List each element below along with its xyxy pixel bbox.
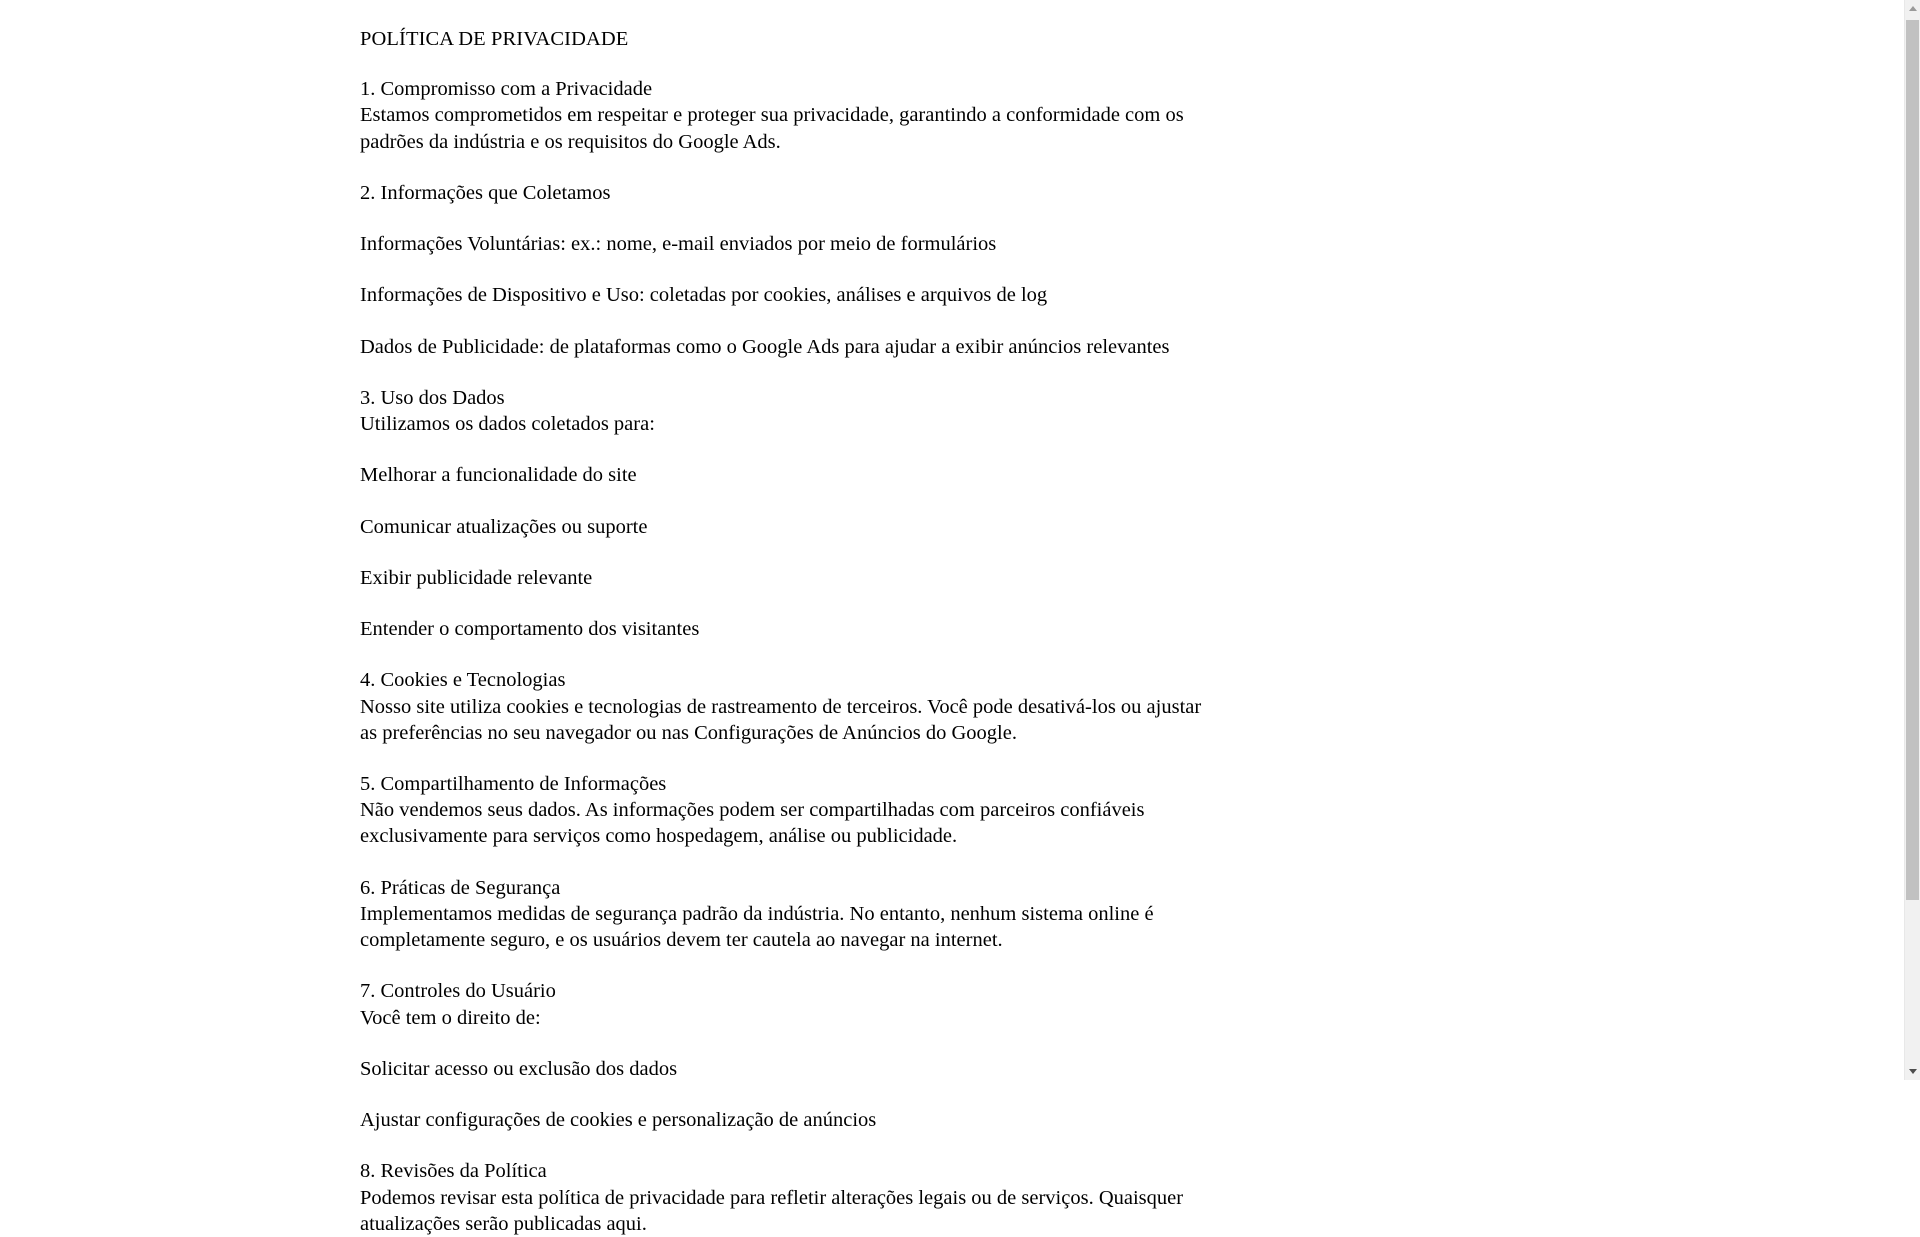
policy-section [360,978,1205,1030]
scrollbar-thumb[interactable] [1906,20,1919,900]
section-body: Solicitar acesso ou exclusão dos dados [360,1057,678,1080]
policy-section [360,616,1205,642]
section-body: Melhorar a funcionalidade do site [360,464,637,487]
policy-section [360,231,1205,257]
section-body: Informações Voluntárias: ex.: nome, e-mail enviados por meio de formulários [360,233,997,256]
section-heading: 2. Informações que Coletamos [360,181,611,204]
policy-section [360,1056,1205,1082]
policy-section [360,462,1205,488]
section-body: Podemos revisar esta política de privacidade para refletir alterações legais ou de serviços. Quaisquer atualizações serão publicadas aqui. [360,1186,1184,1235]
policy-section [360,385,1205,437]
section-body: Ajustar configurações de cookies e personalização de anúncios [360,1109,877,1132]
section-body: Não vendemos seus dados. As informações podem ser compartilhadas com parceiros confiáveis exclusivamente para serviços como hospedagem, análise ou publicidade. [360,799,1145,848]
section-body: Entender o comportamento dos visitantes [360,618,700,641]
policy-section [360,334,1205,360]
policy-section [360,180,1205,206]
section-heading: 6. Práticas de Segurança [360,876,561,899]
section-body: Estamos comprometidos em respeitar e proteger sua privacidade, garantindo a conformidade com os padrões da indústria e os requisitos do Google Ads. [360,104,1184,153]
policy-section [360,771,1205,850]
page-title: POLÍTICA DE PRIVACIDADE [360,28,629,50]
policy-section [360,875,1205,954]
section-body: Dados de Publicidade: de plataformas como o Google Ads para ajudar a exibir anúncios relevantes [360,335,1170,358]
policy-section [360,667,1205,746]
section-heading: 3. Uso dos Dados [360,386,505,409]
policy-section [360,1158,1205,1237]
policy-section [360,76,1205,155]
section-heading: 8. Revisões da Política [360,1160,547,1183]
policy-section [360,1107,1205,1133]
section-body: Exibir publicidade relevante [360,566,593,589]
section-body: Você tem o direito de: [360,1006,541,1029]
section-heading: 1. Compromisso com a Privacidade [360,78,653,101]
triangle-up-icon [1909,6,1917,11]
scrollbar-up-button[interactable] [1905,0,1920,17]
section-body: Implementamos medidas de segurança padrão da indústria. No entanto, nenhum sistema online é completamente seguro, e os usuários devem ter cautela ao navegar na internet. [360,902,1154,952]
section-body: Informações de Dispositivo e Uso: coletadas por cookies, análises e arquivos de log [360,284,1048,307]
policy-section [360,282,1205,308]
section-heading: 5. Compartilhamento de Informações [360,772,667,795]
section-body: Utilizamos os dados coletados para: [360,413,655,436]
vertical-scrollbar[interactable] [1904,0,1920,1080]
section-heading: 4. Cookies e Tecnologias [360,669,566,692]
scrollbar-down-button[interactable] [1905,1063,1920,1080]
policy-section [360,565,1205,591]
section-body: Nosso site utiliza cookies e tecnologias de rastreamento de terceiros. Você pode desativá-los ou ajustar as preferências no seu navegador ou nas Configurações de Anúncios do Google. [360,695,1202,744]
policy-sections [360,76,1784,1237]
policy-section [360,514,1205,540]
section-heading: 7. Controles do Usuário [360,980,556,1003]
triangle-down-icon [1909,1069,1917,1074]
section-body: Comunicar atualizações ou suporte [360,515,648,538]
